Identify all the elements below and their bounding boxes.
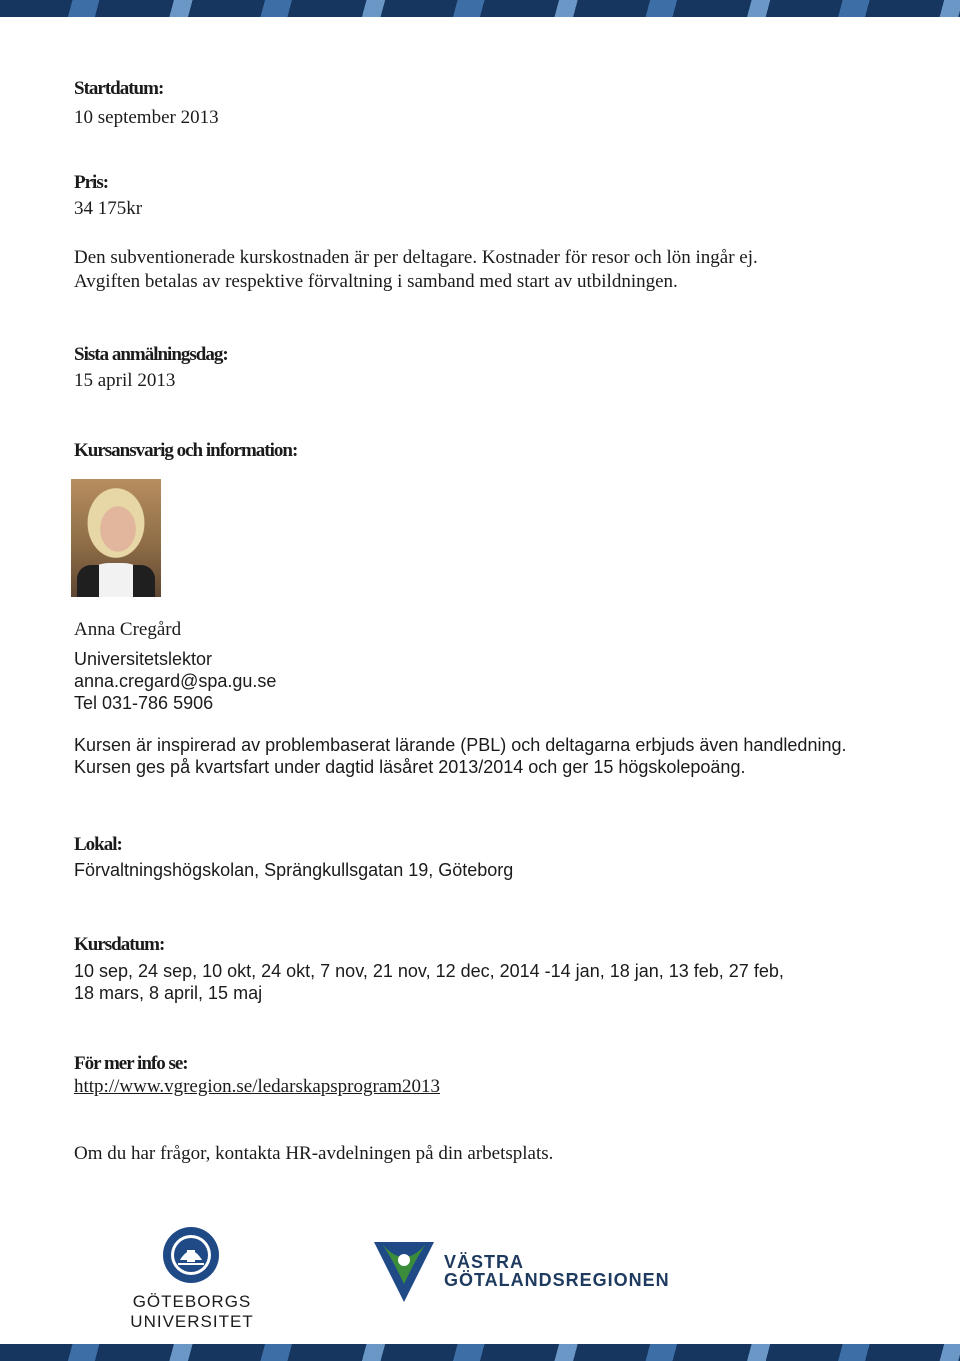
vgr-logo-line2: GÖTALANDSREGIONEN — [444, 1270, 670, 1290]
university-seal-icon — [162, 1226, 220, 1284]
vastra-gotalandsregionen-logo — [372, 1240, 672, 1306]
vgr-emblem-icon — [372, 1240, 436, 1304]
vgr-logo-line1: VÄSTRA — [444, 1252, 525, 1272]
kursdatum-line1: 10 sep, 24 sep, 10 okt, 24 okt, 7 nov, 21 nov, 12 dec, 2014 -14 jan, 18 jan, 13 feb, 27 feb, — [74, 961, 784, 981]
kursdatum-label: Kursdatum: — [74, 934, 165, 955]
top-decorative-stripe — [0, 0, 960, 17]
contact-email[interactable]: anna.cregard@spa.gu.se — [74, 671, 277, 691]
sista-anmalningsdag-value: 15 april 2013 — [74, 370, 176, 391]
contact-portrait-photo — [71, 479, 161, 597]
pris-note-line2: Avgiften betalas av respektive förvaltning i samband med start av utbildningen. — [74, 271, 678, 292]
bottom-decorative-stripe — [0, 1344, 960, 1361]
pris-label: Pris: — [74, 172, 109, 193]
contact-note: Om du har frågor, kontakta HR-avdelningen på din arbetsplats. — [74, 1143, 554, 1164]
sista-anmalningsdag-label: Sista anmälningsdag: — [74, 344, 228, 365]
lokal-value: Förvaltningshögskolan, Sprängkullsgatan 19, Göteborg — [74, 860, 514, 880]
contact-phone: Tel 031-786 5906 — [74, 693, 214, 713]
mer-info-label: För mer info se: — [74, 1053, 188, 1074]
contact-title: Universitetslektor — [74, 649, 213, 669]
gu-logo-name: GÖTEBORGS UNIVERSITET — [130, 1292, 254, 1331]
mer-info-link[interactable]: http://www.vgregion.se/ledarskapsprogram2013 — [74, 1076, 441, 1097]
startdatum-label: Startdatum: — [74, 78, 164, 99]
pris-note-line1: Den subventionerade kurskostnaden är per deltagare. Kostnader för resor och lön ingår ej. — [74, 247, 758, 268]
goteborgs-universitet-logo — [70, 1226, 314, 1331]
kursdatum-line2: 18 mars, 8 april, 15 maj — [74, 983, 263, 1003]
description-line1: Kursen är inspirerad av problembaserat lärande (PBL) och deltagarna erbjuds även handledning. — [74, 735, 847, 755]
description-line2: Kursen ges på kvartsfart under dagtid läsåret 2013/2014 och ger 15 högskolepoäng. — [74, 757, 746, 777]
contact-name: Anna Cregård — [74, 619, 182, 640]
kursansvarig-label: Kursansvarig och information: — [74, 440, 298, 461]
lokal-label: Lokal: — [74, 834, 122, 855]
startdatum-value: 10 september 2013 — [74, 107, 219, 128]
pris-value: 34 175kr — [74, 198, 143, 219]
